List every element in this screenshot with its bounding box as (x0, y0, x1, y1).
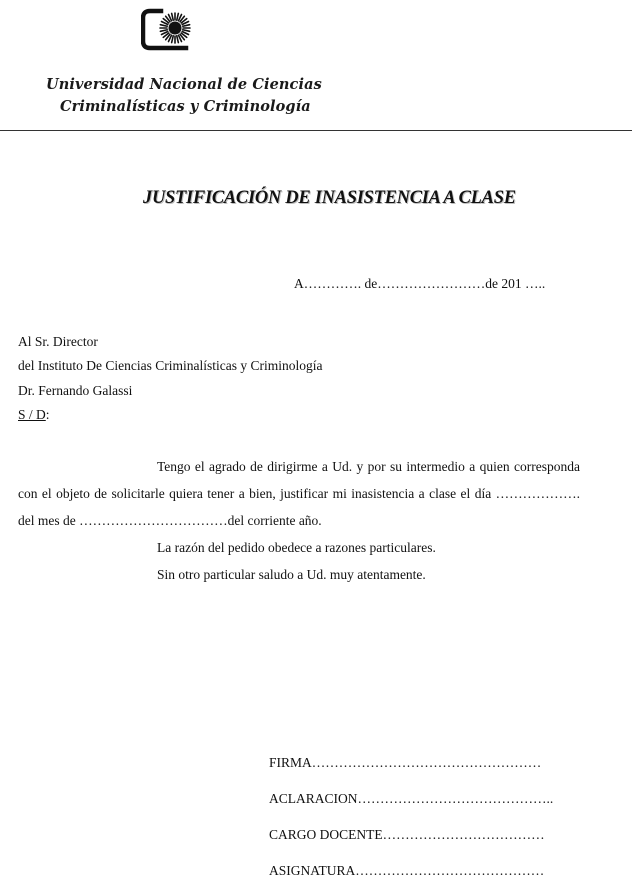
document-title: JUSTIFICACIÓN DE INASISTENCIA A CLASE (143, 188, 516, 208)
addressee-institution: del Instituto De Ciencias Criminalísticas y Criminología (18, 358, 323, 374)
addressee-block (18, 330, 322, 427)
university-name-line2: Criminalísticas y Criminología (60, 98, 311, 115)
sun-ray (160, 25, 167, 27)
body-paragraph-reason: La razón del pedido obedece a razones particulares. (157, 540, 436, 555)
addressee-salutation (18, 403, 322, 427)
signature-firma-field: FIRMA…………………………………………… (269, 755, 542, 770)
salutation-colon: : (45, 406, 50, 422)
sun-ray (183, 30, 190, 32)
sun-ray (172, 13, 174, 20)
university-logo (141, 8, 195, 52)
university-name (46, 74, 322, 118)
date-line: A…………. de……………………de 201 ….. (294, 276, 546, 291)
header-divider (0, 130, 632, 131)
addressee-title: Al Sr. Director (18, 334, 98, 349)
sun-ray (160, 30, 167, 32)
signature-cargo-field: CARGO DOCENTE……………………………… (269, 827, 545, 842)
signature-aclaracion-field: ACLARACION…………………………………….. (269, 791, 554, 806)
sun-ray (177, 13, 179, 20)
sun-ray (172, 36, 174, 43)
university-name-line1: Universidad Nacional de Ciencias (46, 76, 322, 93)
body-paragraph-request: Tengo el agrado de dirigirme a Ud. y por su intermedio a quien corresponda con el objeto de solicitarle quiera tener a bien, justificar mi inasistencia a clase el día ………………. del mes de ……………………………del corriente año. (18, 459, 580, 528)
salutation-abbrev: S / D (18, 406, 46, 422)
signature-block (269, 745, 553, 889)
body-paragraph-closing: Sin otro particular saludo a Ud. muy atentamente. (157, 567, 426, 582)
sun-ray (183, 25, 190, 27)
signature-asignatura-field: ASIGNATURA…………………………………… (269, 863, 545, 878)
addressee-name: Dr. Fernando Galassi (18, 382, 133, 398)
sun-ray (177, 36, 179, 43)
letter-body (18, 453, 580, 588)
